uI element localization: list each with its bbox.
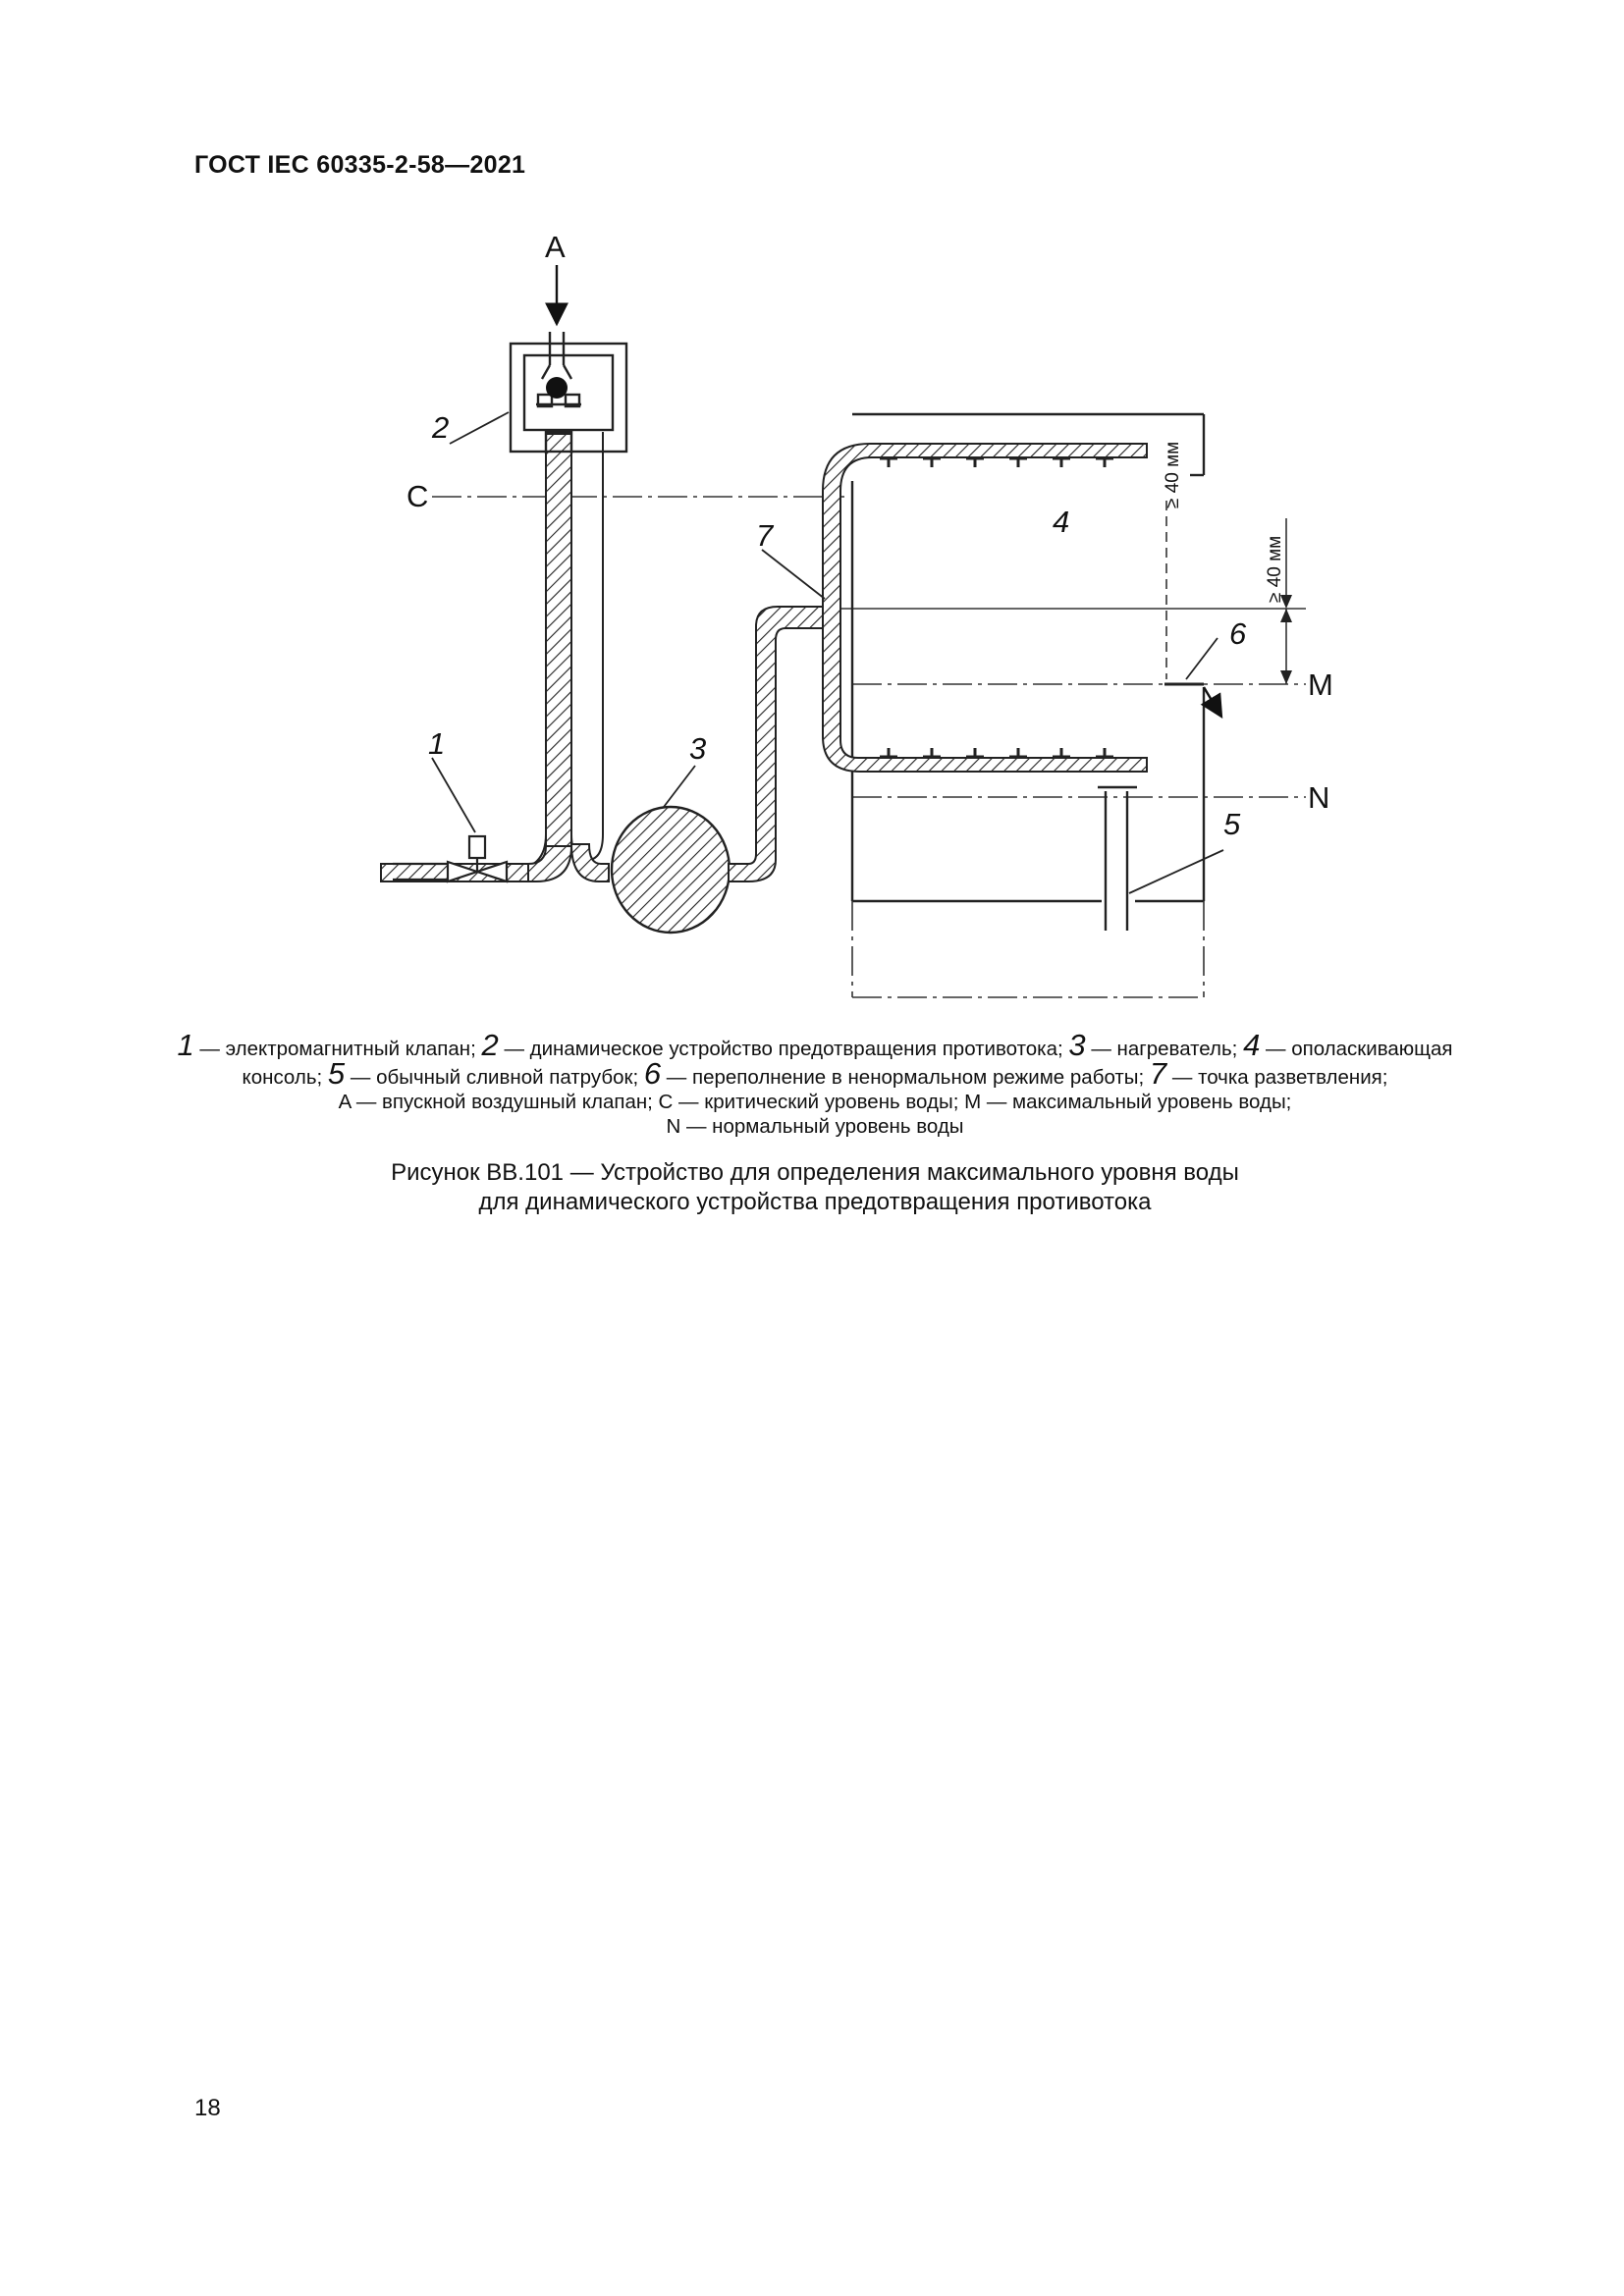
lower-spray-arm-nozzles bbox=[880, 748, 1113, 757]
label-3: 3 bbox=[689, 731, 707, 766]
label-n: N bbox=[1308, 780, 1330, 815]
tank-dashed-outline bbox=[852, 901, 1204, 997]
label-6: 6 bbox=[1229, 616, 1247, 651]
dimension-arrow-lower bbox=[1280, 670, 1292, 684]
caption-line-2: для динамического устройства предотвращения противотока bbox=[478, 1189, 1152, 1215]
upper-spray-arm-nozzles bbox=[880, 458, 1113, 467]
caption-line-1: Рисунок BB.101 — Устройство для определения максимального уровня воды bbox=[391, 1159, 1239, 1186]
document-header: ГОСТ IEC 60335-2-58—2021 bbox=[194, 151, 526, 179]
legend-letters-line: A — впускной воздушный клапан; C — критический уровень воды; M — максимальный уровень воды; bbox=[338, 1091, 1292, 1113]
inlet-pipe bbox=[546, 434, 571, 846]
dimension-label-top: ≥ 40 мм bbox=[1163, 441, 1183, 508]
label-m: M bbox=[1308, 667, 1333, 702]
tank bbox=[852, 414, 1204, 901]
label-a: A bbox=[545, 230, 566, 264]
legend-text-3: — нагреватель; bbox=[1085, 1038, 1244, 1060]
legend-num-3: 3 bbox=[1068, 1028, 1086, 1062]
label-c: C bbox=[406, 479, 429, 513]
pipe-heater-to-tank bbox=[729, 607, 823, 881]
figure-caption bbox=[147, 1158, 1483, 1217]
dimension-arrow-upper bbox=[1280, 609, 1292, 622]
tank-internal-pipe bbox=[823, 444, 1147, 772]
heater bbox=[612, 807, 730, 933]
legend-num-4: 4 bbox=[1243, 1028, 1261, 1062]
legend-num-1: 1 bbox=[177, 1028, 194, 1062]
label-1: 1 bbox=[428, 726, 446, 761]
figure-legend bbox=[147, 1028, 1483, 1139]
float-ball bbox=[546, 377, 568, 399]
legend-text-7: — точка разветвления; bbox=[1166, 1066, 1388, 1089]
label-5: 5 bbox=[1223, 807, 1241, 841]
legend-num-5: 5 bbox=[327, 1056, 346, 1091]
legend-text-5: — обычный сливной патрубок; bbox=[345, 1066, 644, 1089]
page-number: 18 bbox=[194, 2095, 221, 2121]
legend-text-6: — переполнение в ненормальном режиме работы; bbox=[661, 1066, 1150, 1089]
legend-items bbox=[177, 1028, 1453, 1091]
legend-num-6: 6 bbox=[643, 1056, 662, 1091]
legend-text-1: — электромагнитный клапан; bbox=[193, 1038, 482, 1060]
dimension-label-right: ≥ 40 мм bbox=[1265, 535, 1285, 603]
label-7: 7 bbox=[756, 518, 774, 553]
label-4: 4 bbox=[1053, 505, 1070, 539]
legend-text-4: — ополаскивающая консоль; bbox=[242, 1038, 1453, 1089]
legend-num-7: 7 bbox=[1149, 1056, 1167, 1091]
label-2: 2 bbox=[432, 410, 450, 445]
legend-num-2: 2 bbox=[481, 1028, 499, 1062]
pipe-bend bbox=[528, 846, 571, 881]
legend-last-line: N — нормальный уровень воды bbox=[666, 1115, 964, 1138]
overflow-arrow bbox=[1204, 687, 1221, 717]
legend-text-2: — динамическое устройство предотвращения противотока; bbox=[498, 1038, 1069, 1060]
pipe-to-heater bbox=[571, 844, 609, 881]
drain-outlet bbox=[1098, 787, 1137, 931]
